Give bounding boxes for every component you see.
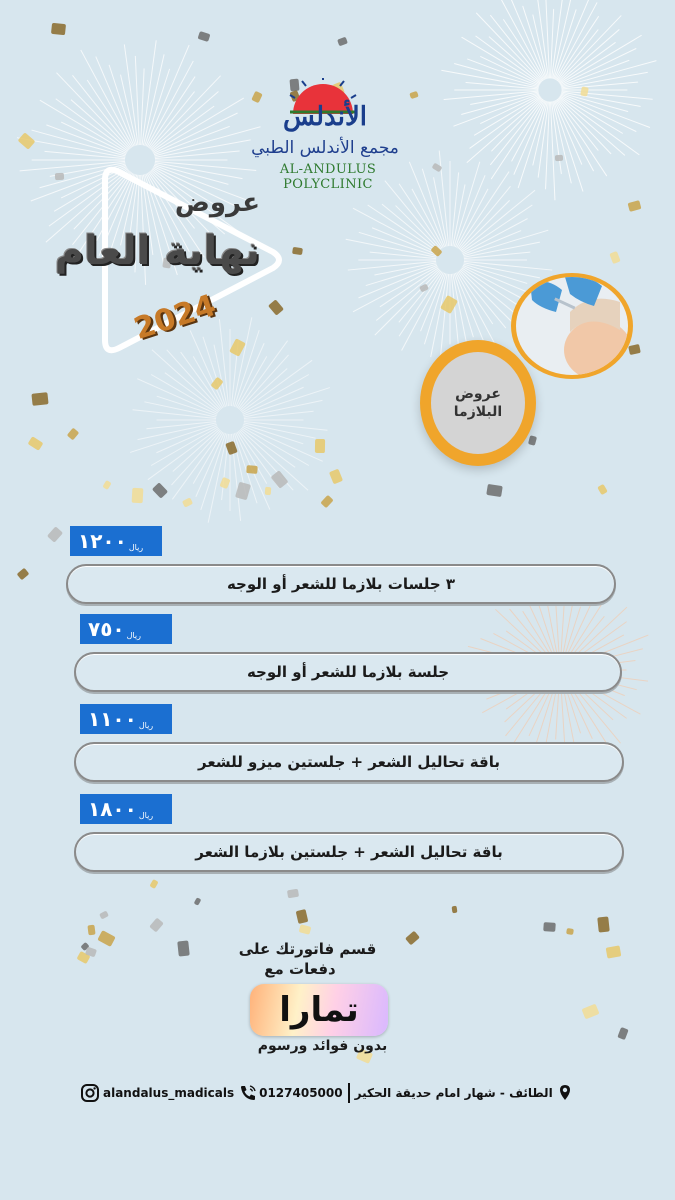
confetti-piece <box>55 173 64 180</box>
confetti-piece <box>194 897 202 906</box>
confetti-piece <box>28 436 44 451</box>
confetti-piece <box>609 251 620 264</box>
confetti-piece <box>87 925 95 936</box>
confetti-piece <box>606 945 622 958</box>
confetti-piece <box>299 924 312 935</box>
instagram-handle[interactable]: alandalus_madicals <box>103 1086 235 1100</box>
confetti-piece <box>99 911 109 920</box>
installments-line2: دفعات مع <box>264 960 336 978</box>
confetti-piece <box>315 439 325 453</box>
confetti-piece <box>177 940 190 956</box>
price-tag <box>80 794 172 824</box>
confetti-piece <box>31 392 48 406</box>
confetti-piece <box>287 889 299 899</box>
confetti-piece <box>337 37 348 47</box>
offer-item: باقة تحاليل الشعر + جلستين بلازما الشعر <box>74 832 624 872</box>
instagram-icon <box>80 1083 100 1103</box>
confetti-piece <box>296 909 309 924</box>
confetti-piece <box>292 247 303 255</box>
confetti-piece <box>566 928 574 935</box>
confetti-piece <box>17 568 30 581</box>
logo-name-arabic: مجمع الأندلس الطبي <box>251 138 399 158</box>
confetti-piece <box>581 1004 599 1020</box>
price-currency: ريال <box>138 810 154 820</box>
no-fees-text: بدون فوائد ورسوم <box>257 1038 388 1054</box>
offer-item: جلسة بلازما للشعر أو الوجه <box>74 652 622 692</box>
confetti-piece <box>486 484 503 497</box>
confetti-piece <box>617 1027 628 1040</box>
price-currency: ريال <box>138 720 154 730</box>
tamara-logo-text: تمارا <box>279 990 359 1030</box>
price-value: ١١٠٠ <box>88 707 137 731</box>
confetti-piece <box>452 906 458 914</box>
offer-item: ٣ جلسات بلازما للشعر أو الوجه <box>66 564 616 604</box>
confetti-piece <box>555 155 563 161</box>
price-value: ١٢٠٠ <box>78 529 127 553</box>
confetti-piece <box>47 526 63 542</box>
plasma-offers-badge <box>431 352 525 454</box>
confetti-piece <box>149 918 164 933</box>
confetti-piece <box>97 930 115 947</box>
phone-number[interactable]: 0127405000 <box>259 1086 343 1100</box>
confetti-piece <box>543 922 556 932</box>
price-tag <box>80 704 172 734</box>
confetti-piece <box>265 487 272 495</box>
confetti-piece <box>246 465 258 474</box>
price-value: ٧٥٠ <box>88 617 125 641</box>
title-year: 2024 <box>129 287 221 348</box>
location-text: الطائف - شهار امام حديقة الحكير <box>354 1086 553 1100</box>
contact-footer <box>80 1078 600 1108</box>
offer-item: باقة تحاليل الشعر + جلستين ميزو للشعر <box>74 742 624 782</box>
logo-name-english: AL-ANDULUS POLYCLINIC <box>279 162 377 192</box>
confetti-piece <box>597 484 608 495</box>
title-year-end: نهاية العام <box>54 228 260 274</box>
location-pin-icon <box>555 1083 575 1103</box>
price-tag <box>70 526 162 556</box>
plasma-badge-line2: البلازما <box>453 404 503 420</box>
footer-divider <box>348 1083 350 1103</box>
confetti-piece <box>528 435 537 446</box>
price-tag <box>80 614 172 644</box>
confetti-piece <box>132 488 144 504</box>
tamara-logo <box>250 984 388 1036</box>
title-offers: عروض <box>174 188 260 218</box>
price-currency: ريال <box>128 542 144 552</box>
confetti-piece <box>149 879 158 889</box>
confetti-piece <box>51 23 66 35</box>
logo-brand-arabic: الأندلس <box>282 102 367 132</box>
confetti-piece <box>597 916 610 932</box>
plasma-badge-line1: عروض <box>455 386 501 402</box>
price-currency: ريال <box>126 630 141 640</box>
phone-icon <box>238 1083 258 1103</box>
price-value: ١٨٠٠ <box>88 797 137 821</box>
plasma-treatment-photo <box>510 272 635 380</box>
installments-line1: قسم فاتورتك على <box>238 940 377 958</box>
confetti-piece <box>67 428 80 441</box>
